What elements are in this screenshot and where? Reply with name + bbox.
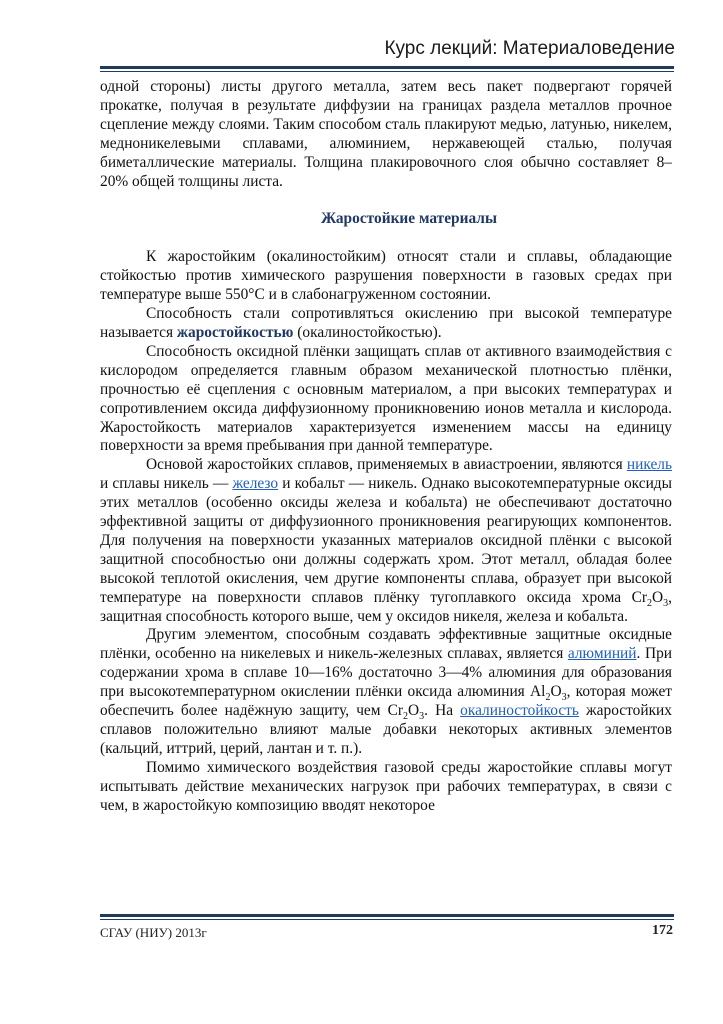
chem-cr2o3-second-sub1: 2 xyxy=(403,711,409,723)
p4-text-3: и кобальт — никель. Однако высокотемпературные оксиды этих металлов (особенно оксиды железа и кобальта) не обеспечивают достаточно эффективной защиты от диффузионного проникновения реагирующих компонентов. Для получения на поверхности указанных материалов оксидной плёнки с высокой защитной способностью они должны содержать хром. Этот металл, обладая более высокой теплотой окисления, чем другие компоненты сплава, образует при высокой температуре на поверхности сплавов плёнку тугоплавкого оксида хрома xyxy=(100,475,672,606)
chem-cr2o3-mid: O xyxy=(652,588,664,606)
chem-cr2o3-second-base: Cr xyxy=(387,702,404,720)
footer-rule-thin xyxy=(100,919,674,920)
paragraph-3: Способность оксидной плёнки защищать сплав от активного взаимодействия с кислородом определяется главным образом механической плотностью плёнки, прочностью её сцепления с основным материалом, а при высоких температурах и сопротивлением оксида диффузионному проникновению ионов металла и кислорода. Жаростойкость материалов характеризуется изменением массы на единицу поверхности за время пребывания при данной температуре. xyxy=(100,342,672,455)
footer-left-text: СГАУ (НИУ) 2013г xyxy=(100,925,207,940)
chem-cr2o3-second-sub2: 3 xyxy=(419,711,425,723)
page-content xyxy=(100,78,672,816)
chem-al2o3 xyxy=(530,683,567,704)
p5-text-4: . На xyxy=(424,702,461,720)
section-heading: Жаростойкие материалы xyxy=(321,210,497,228)
paragraph-4 xyxy=(100,456,672,626)
p5-text-2: . При содержании хрома в сплаве 10—16% достаточно 3—4% алюминия для образования при высокотемпературном окислении плёнки оксида алюминия xyxy=(100,645,673,701)
chem-cr2o3-base: Cr xyxy=(631,588,648,606)
link-iron[interactable]: железо xyxy=(232,475,279,493)
p4-text-1: Основой жаростойких сплавов, применяемых в авиастроении, являются xyxy=(146,456,627,474)
chem-al2o3-mid: O xyxy=(550,683,562,701)
chem-cr2o3-sub2: 3 xyxy=(663,597,669,609)
intro-paragraph: одной стороны) листы другого металла, затем весь пакет подвергают горячей прокатке, получая в результате диффузии на границах раздела металлов прочное сцепление между слоями. Таким способом сталь плакируют медью, латунью, никелем, медноникелевыми сплавами, алюминием, нержавеющей сталью, получая биметаллические материалы. Толщина плакировочного слоя обычно составляет 8–20% общей толщины листа. xyxy=(100,78,672,190)
chem-cr2o3-second xyxy=(387,702,425,723)
p2-text-after: (окалиностойкостью). xyxy=(293,323,442,341)
p2-text-before: Способность стали сопротивляться окислению при высокой температуре называется xyxy=(100,305,672,341)
p5-text-1: Другим элементом, способным создавать эффективные защитные оксидные плёнки, особенно на никелевых и никель-железных сплавах, является xyxy=(100,626,672,663)
p5-text-5: жаростойких сплавов положительно влияют малые добавки некоторых активных элементов (кальций, иттрий, церий, лантан и т. п.). xyxy=(100,702,672,757)
chem-al2o3-sub2: 3 xyxy=(561,692,567,704)
link-aluminium[interactable]: алюминий xyxy=(567,645,637,663)
chem-al2o3-base: Al xyxy=(530,683,546,701)
paragraph-1: К жаростойким (окалиностойким) относят стали и сплавы, обладающие стойкостью против химического разрушения поверхности в газовых средах при температуре выше 550°С и в слабонагруженном состоянии. xyxy=(100,248,672,304)
chem-cr2o3-second-mid: O xyxy=(408,702,420,720)
page-number: 172 xyxy=(652,923,673,938)
p5-text-3: , которая может обеспечить более надёжную защиту, чем xyxy=(100,683,672,720)
header-rule-thin xyxy=(100,71,674,72)
p4-text-2: и сплавы никель — xyxy=(100,475,233,493)
chem-cr2o3 xyxy=(631,588,669,609)
term-heat-resistance: жаростойкостью xyxy=(176,323,294,341)
chem-al2o3-sub1: 2 xyxy=(545,692,551,704)
p4-text-4: , защитная способность которого выше, чем у оксидов никеля, железа и кобальта. xyxy=(100,588,672,625)
paragraph-6: Помимо химического воздействия газовой среды жаростойкие сплавы могут испытывать действие механических нагрузок при рабочих температурах, в связи с чем, в жаростойкую композицию вводят некоторое xyxy=(100,758,672,814)
link-scale-resistance[interactable]: окалиностойкость xyxy=(460,702,579,720)
link-nickel[interactable]: никель xyxy=(626,456,672,474)
header-rule-thick xyxy=(100,66,674,69)
paragraph-2 xyxy=(100,305,672,343)
paragraph-5 xyxy=(100,626,672,758)
header-title: Курс лекций: Материаловедение xyxy=(384,38,675,59)
chem-cr2o3-sub1: 2 xyxy=(647,597,653,609)
footer-rule-thick xyxy=(100,914,674,917)
